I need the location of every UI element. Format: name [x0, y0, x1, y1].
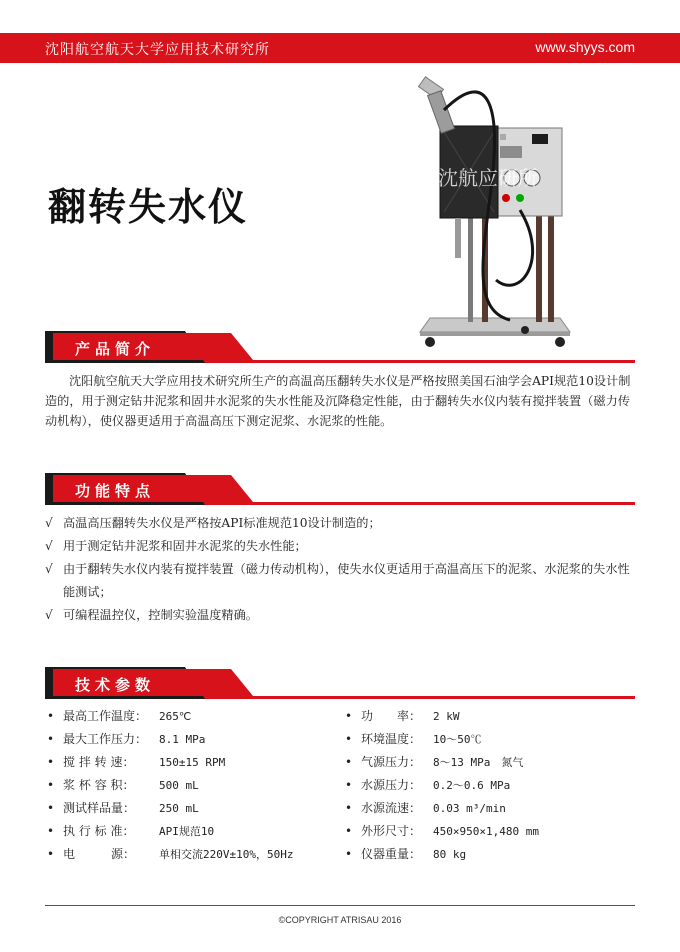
section-header-features [45, 473, 635, 505]
section-header-intro [45, 331, 635, 363]
param-value: 单相交流220V±10%，50Hz [159, 848, 294, 861]
param-value: 2 kW [433, 710, 460, 723]
param-row [343, 705, 633, 728]
bullet-icon: • [47, 847, 55, 861]
features-list [45, 512, 635, 627]
param-name: 执 行 标 准： [63, 824, 135, 838]
param-name: 搅 拌 转 速： [63, 755, 135, 769]
param-name: 浆 杯 容 积： [63, 778, 135, 792]
bullet-icon: • [345, 709, 353, 723]
bullet-icon: • [47, 709, 55, 723]
check-icon: √ [45, 562, 53, 576]
footer-divider [45, 905, 635, 906]
param-value: 0.2～0.6 MPa [433, 779, 511, 792]
param-name: 气源压力： [361, 755, 422, 769]
bullet-icon: • [47, 824, 55, 838]
footer-copyright: ©COPYRIGHT ATRISAU 2016 [278, 915, 402, 925]
bullet-icon: • [47, 732, 55, 746]
param-value: 10～50℃ [433, 733, 482, 746]
product-photo [400, 70, 580, 360]
param-value: 500 mL [159, 779, 199, 792]
bullet-icon: • [47, 801, 55, 815]
param-value: 265℃ [159, 710, 192, 723]
param-name: 电 源： [63, 847, 136, 861]
param-name: 环境温度： [361, 732, 422, 746]
bullet-icon: • [345, 732, 353, 746]
param-value: 150±15 RPM [159, 756, 226, 769]
section-title-intro: 产品简介 [75, 340, 156, 358]
param-row [343, 843, 633, 866]
intro-paragraph: 沈阳航空航天大学应用技术研究所生产的高温高压翻转失水仪是严格按照美国石油学会API规范10设计制造的，用于测定钻井泥浆和固井水泥浆的失水性能及沉降稳定性能，由于翻转失水仪内装有搅拌装置（磁力传动机构），使仪器更适用于高温高压下测定泥浆、水泥浆的性能。 [45, 374, 631, 428]
param-row [45, 751, 335, 774]
param-value: 8～13 MPa 氮气 [433, 756, 524, 769]
section-title-features: 功能特点 [75, 482, 156, 500]
feature-text: 由于翻转失水仪内装有搅拌装置（磁力传动机构），使失水仪更适用于高温高压下的泥浆、水泥浆的失水性能测试； [63, 562, 630, 599]
top-banner [0, 33, 680, 63]
bullet-icon: • [345, 778, 353, 792]
param-value: 0.03 m³/min [433, 802, 506, 815]
feature-text: 高温高压翻转失水仪是严格按API标准规范10设计制造的； [63, 516, 381, 530]
bullet-icon: • [47, 778, 55, 792]
param-row [45, 774, 335, 797]
params-column-right [343, 705, 633, 866]
param-row [343, 797, 633, 820]
photo-watermark: 沈航应研所 [438, 166, 538, 190]
param-name: 仪器重量： [361, 847, 422, 861]
feature-text: 可编程温控仪，控制实验温度精确。 [63, 608, 258, 622]
bullet-icon: • [345, 847, 353, 861]
param-row [343, 728, 633, 751]
org-name: 沈阳航空航天大学应用技术研究所 [45, 42, 270, 58]
check-icon: √ [45, 608, 53, 622]
check-icon: √ [45, 516, 53, 530]
bullet-icon: • [345, 801, 353, 815]
param-name: 外形尺寸： [361, 824, 422, 838]
bullet-icon: • [345, 755, 353, 769]
param-row [45, 705, 335, 728]
param-name: 功 率： [361, 709, 422, 723]
param-name: 测试样品量： [63, 801, 136, 815]
bullet-icon: • [345, 824, 353, 838]
param-name: 水源流速： [361, 801, 422, 815]
bullet-icon: • [47, 755, 55, 769]
param-row [45, 843, 335, 866]
list-item [45, 604, 635, 627]
param-value: 250 mL [159, 802, 199, 815]
feature-text: 用于测定钻井泥浆和固井水泥浆的失水性能； [63, 539, 307, 553]
section-title-params: 技术参数 [75, 676, 156, 694]
param-row [343, 820, 633, 843]
param-row [45, 797, 335, 820]
website-link[interactable]: www.shyys.com [535, 39, 635, 55]
param-value: API规范10 [159, 825, 215, 838]
section-header-params [45, 667, 635, 699]
params-column-left [45, 705, 335, 866]
check-icon: √ [45, 539, 53, 553]
product-title: 翻转失水仪 [48, 185, 249, 229]
param-name: 最大工作压力： [63, 732, 148, 746]
param-row [45, 728, 335, 751]
list-item [45, 558, 635, 604]
param-row [343, 774, 633, 797]
param-value: 450×950×1,480 mm [433, 825, 539, 838]
param-name: 最高工作温度： [63, 709, 148, 723]
param-name: 水源压力： [361, 778, 422, 792]
list-item [45, 512, 635, 535]
param-value: 80 kg [433, 848, 467, 861]
param-row [45, 820, 335, 843]
param-value: 8.1 MPa [159, 733, 206, 746]
param-row [343, 751, 633, 774]
list-item [45, 535, 635, 558]
